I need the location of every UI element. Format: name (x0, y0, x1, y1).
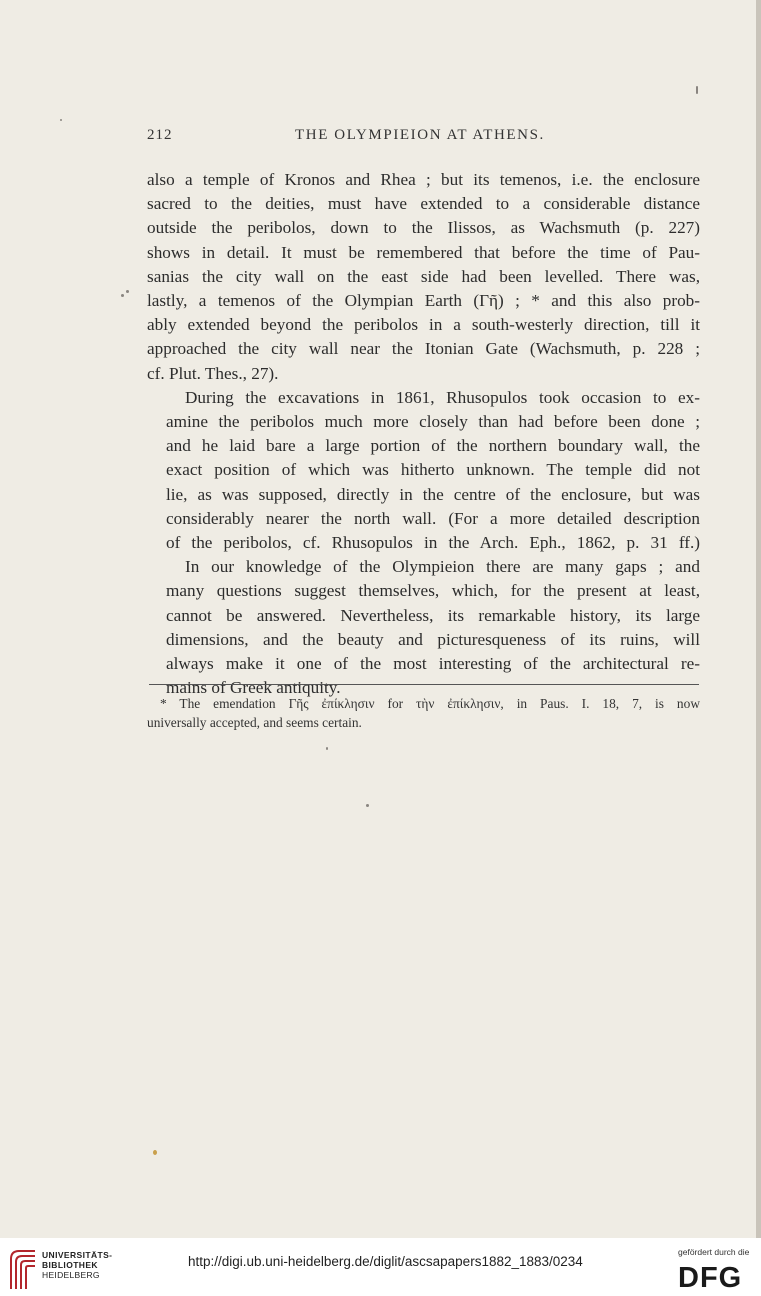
text-line: ably extended beyond the peribolos in a south-westerly direction, till it (147, 315, 700, 335)
library-line: UNIVERSITÄTS- (42, 1250, 113, 1260)
text-line: sacred to the deities, must have extended to a considerable distance (147, 194, 700, 214)
text-line: sanias the city wall on the east side had been levelled. There was, (147, 266, 700, 286)
text-line: During the excavations in 1861, Rhusopulos took occasion to ex- (185, 387, 700, 407)
text-line: exact position of which was hitherto unknown. The temple did not (166, 460, 700, 480)
text-line: lastly, a temenos of the Olympian Earth (Γῆ) ; * and this also prob- (147, 291, 700, 311)
text-line: outside the peribolos, down to the Ilissos, as Wachsmuth (p. 227) (147, 218, 700, 238)
text-line: cf. Plut. Thes., 27). (147, 363, 279, 383)
footnote-rule (149, 684, 699, 685)
text-line: also a temple of Kronos and Rhea ; but its temenos, i.e. the enclosure (147, 170, 700, 189)
footnote (147, 694, 700, 732)
footnote-line: * The emendation Γῆς ἐπίκλησιν for τὴν ἐπίκλησιν, in Paus. I. 18, 7, is now (160, 696, 700, 711)
footer-bar (0, 1238, 761, 1296)
text-line: many questions suggest themselves, which, for the present at least, (166, 581, 700, 601)
footnote-line: universally accepted, and seems certain. (147, 715, 362, 730)
text-line: dimensions, and the beauty and picturesqueness of its ruins, will (166, 629, 700, 649)
text-line: shows in detail. It must be remembered that before the time of Pau- (147, 242, 700, 262)
running-title: THE OLYMPIEION AT ATHENS. (295, 127, 545, 143)
body-text (147, 168, 700, 700)
funding-note: gefördert durch die (678, 1247, 750, 1257)
paragraph-3 (147, 555, 700, 700)
university-library-logo-icon (7, 1247, 39, 1291)
text-line: lie, as was supposed, directly in the centre of the enclosure, but was (166, 484, 700, 504)
text-line: approached the city wall near the Itonian Gate (Wachsmuth, p. 228 ; (147, 339, 700, 359)
text-line: and he laid bare a large portion of the northern boundary wall, the (166, 436, 700, 456)
paragraph-1 (147, 168, 700, 386)
text-line: of the peribolos, cf. Rhusopulos in the Arch. Eph., 1862, p. 31 ff.) (166, 533, 700, 553)
running-head (147, 127, 699, 147)
permalink-url[interactable]: http://digi.ub.uni-heidelberg.de/diglit/ascsapapers1882_1883/0234 (188, 1254, 583, 1269)
page-number: 212 (147, 127, 173, 143)
text-line: amine the peribolos much more closely than had before been done ; (166, 412, 700, 432)
library-line: HEIDELBERG (42, 1269, 100, 1280)
text-line: mains of Greek antiquity. (166, 678, 341, 698)
paragraph-2 (147, 386, 700, 555)
text-line: considerably nearer the north wall. (For a more detailed description (166, 508, 700, 528)
dfg-logo-text: DFG (678, 1262, 743, 1290)
text-line: In our knowledge of the Olympieion there are many gaps ; and (185, 557, 700, 577)
text-line: cannot be answered. Nevertheless, its remarkable history, its large (166, 605, 700, 625)
library-line: BIBLIOTHEK (42, 1259, 98, 1270)
text-line: always make it one of the most interesting of the architectural re- (166, 654, 700, 674)
dfg-logo-icon (678, 1262, 752, 1290)
page-edge (756, 0, 761, 1238)
university-library-name (42, 1251, 112, 1280)
